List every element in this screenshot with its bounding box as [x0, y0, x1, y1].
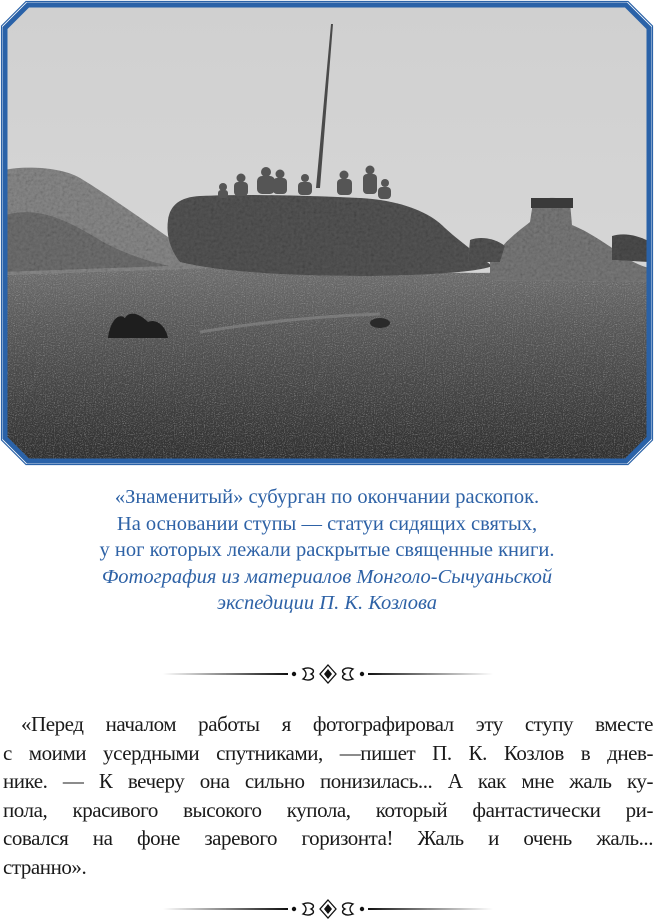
body-line: «Перед началом работы я фотографировал эту ступу вместе [21, 712, 653, 736]
ornament-divider-top [163, 661, 493, 687]
fleuron-ornament-icon [163, 896, 493, 922]
ornament-divider-bottom [163, 896, 493, 922]
photo-caption [0, 484, 654, 617]
caption-line: На основании ступы — статуи сидящих святых, [116, 512, 538, 535]
fleuron-ornament-icon [163, 661, 493, 687]
body-line: нике. — К вечеру она сильно понизилась... А как мне жаль ку- [3, 769, 653, 793]
body-line: странно». [3, 854, 87, 879]
body-line: совался на фоне заревого горизонта! Жаль и очень жаль... [3, 826, 653, 850]
body-line: с моими усердными спутниками, —пишет П. К. Козлов в днев- [3, 740, 653, 765]
caption-credit: экспедиции П. К. Козлова [217, 592, 437, 614]
body-paragraph [3, 710, 653, 881]
body-line: пола, красивого высокого купола, который фантастически ри- [3, 797, 653, 822]
caption-line: «Знаменитый» субурган по окончании раскопок. [114, 486, 540, 508]
caption-line: у ног которых лежали раскрытые священные книги. [99, 539, 555, 561]
caption-credit: Фотография из материалов Монголо-Сычуаньской [101, 565, 553, 588]
